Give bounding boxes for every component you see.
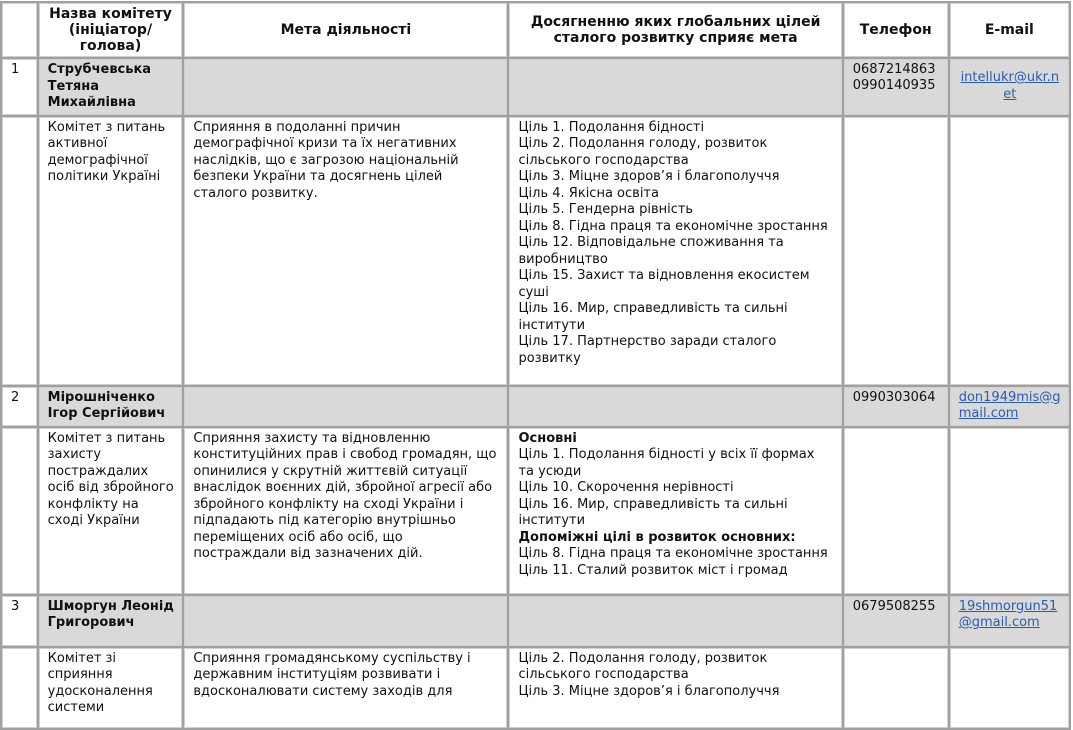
empty-cell	[844, 428, 948, 594]
sdg-item: Ціль 12. Відповідальне споживання та виробництво	[518, 235, 784, 267]
phone-cell	[844, 387, 948, 426]
empty-cell	[2, 428, 37, 594]
sdg-item: Ціль 4. Якісна освіта	[518, 185, 659, 201]
sdg-item: Ціль 3. Міцне здоров’я і благополуччя	[518, 169, 780, 184]
email-link[interactable]: 19shmorgun51@gmail.com	[958, 598, 1058, 630]
row-number: 1	[2, 59, 37, 115]
sdg-item: Ціль 2. Подолання голоду, розвиток сільського господарства	[518, 650, 768, 682]
phone-cell	[844, 596, 948, 646]
person-row	[2, 59, 1069, 115]
sdg-item: Ціль 8. Гідна праця та економічне зростання	[518, 218, 828, 234]
email-link[interactable]: intellukr@ukr.net	[960, 70, 1060, 102]
sdg-aux-title: Допоміжні цілі в розвиток основних:	[518, 529, 796, 545]
phone-number: 0679508255	[852, 598, 936, 614]
sdg-item: Ціль 16. Мир, справедливість та сильні інститути	[518, 496, 788, 528]
sdg-item: Ціль 1. Подолання бідності	[518, 119, 705, 135]
empty-cell	[509, 596, 841, 646]
committee-row	[2, 117, 1069, 385]
header-email: E-mail	[950, 3, 1069, 57]
email-cell	[950, 387, 1069, 426]
header-phone: Телефон	[844, 3, 948, 57]
committee-name: Комітет з питань захисту постраждалих осіб від збройного конфлікту на сході України	[39, 428, 183, 594]
header-row	[2, 3, 1069, 57]
committee-goal: Сприяння в подоланні причин демографічної кризи та їх негативних наслідків, що є загрозою національній безпеки України та досягнень цілей сталого розвитку.	[184, 117, 507, 385]
header-sdg: Досягненню яких глобальних цілей сталого розвитку сприяє мета	[509, 3, 841, 57]
header-committee-name: Назва комітету (ініціатор/голова)	[39, 3, 183, 57]
header-goal: Мета діяльності	[184, 3, 507, 57]
empty-cell	[509, 387, 841, 426]
empty-cell	[950, 117, 1069, 385]
committee-goal: Сприяння захисту та відновленню конституційних прав і свобод громадян, що опинилися у скрутній життєвій ситуації внаслідок воєнних дій, збройної агресії або збройного конфлікту на сході України і підпадають під категорію внутрішньо переміщених осіб або осіб, що постраждали від зазначених дій.	[184, 428, 507, 594]
sdg-item: Ціль 1. Подолання бідності у всіх її формах та усюди	[518, 447, 815, 479]
sdg-list	[509, 648, 841, 728]
committees-table	[0, 1, 1071, 730]
sdg-item: Ціль 16. Мир, справедливість та сильні інститути	[518, 301, 788, 333]
sdg-main-title: Основні	[518, 430, 577, 446]
sdg-list	[509, 117, 841, 385]
row-number: 2	[2, 387, 37, 426]
empty-cell	[844, 648, 948, 728]
committee-goal: Сприяння громадянському суспільству і державним інституціям розвивати і вдосконалювати систему заходів для	[184, 648, 507, 728]
empty-cell	[950, 428, 1069, 594]
committee-name: Комітет з питань активної демографічної політики Україні	[39, 117, 183, 385]
phone-number: 0990140935	[852, 78, 936, 93]
email-link[interactable]: don1949mis@gmail.com	[958, 389, 1061, 421]
empty-cell	[509, 59, 841, 115]
sdg-item: Ціль 15. Захист та відновлення екосистем суші	[518, 268, 810, 300]
sdg-item: Ціль 10. Скорочення нерівності	[518, 480, 734, 495]
empty-cell	[184, 387, 507, 426]
empty-cell	[2, 648, 37, 728]
person-name: Шморгун Леонід Григорович	[39, 596, 183, 646]
sdg-item: Ціль 11. Сталий розвиток міст і громад	[518, 562, 788, 578]
row-number: 3	[2, 596, 37, 646]
empty-cell	[2, 117, 37, 385]
empty-cell	[184, 59, 507, 115]
empty-cell	[844, 117, 948, 385]
phone-number: 0687214863	[852, 62, 936, 77]
person-name: Мірошніченко Ігор Сергійович	[39, 387, 183, 426]
person-row	[2, 387, 1069, 426]
person-row	[2, 596, 1069, 646]
email-cell	[950, 59, 1069, 115]
committee-row	[2, 648, 1069, 728]
header-num	[2, 3, 37, 57]
sdg-item: Ціль 3. Міцне здоров’я і благополуччя	[518, 683, 780, 699]
sdg-item: Ціль 2. Подолання голоду, розвиток сільського господарства	[518, 136, 768, 168]
empty-cell	[184, 596, 507, 646]
committee-name: Комітет зі сприяння удосконалення системи	[39, 648, 183, 728]
sdg-list	[509, 428, 841, 594]
sdg-item: Ціль 8. Гідна праця та економічне зростання	[518, 546, 828, 561]
sdg-item: Ціль 17. Партнерство заради сталого розвитку	[518, 334, 777, 366]
committee-row	[2, 428, 1069, 594]
sdg-item: Ціль 5. Гендерна рівність	[518, 202, 694, 217]
phone-number: 0990303064	[852, 389, 936, 405]
person-name: Струбчевська Тетяна Михайлівна	[39, 59, 183, 115]
email-cell	[950, 596, 1069, 646]
phone-cell	[844, 59, 948, 115]
empty-cell	[950, 648, 1069, 728]
